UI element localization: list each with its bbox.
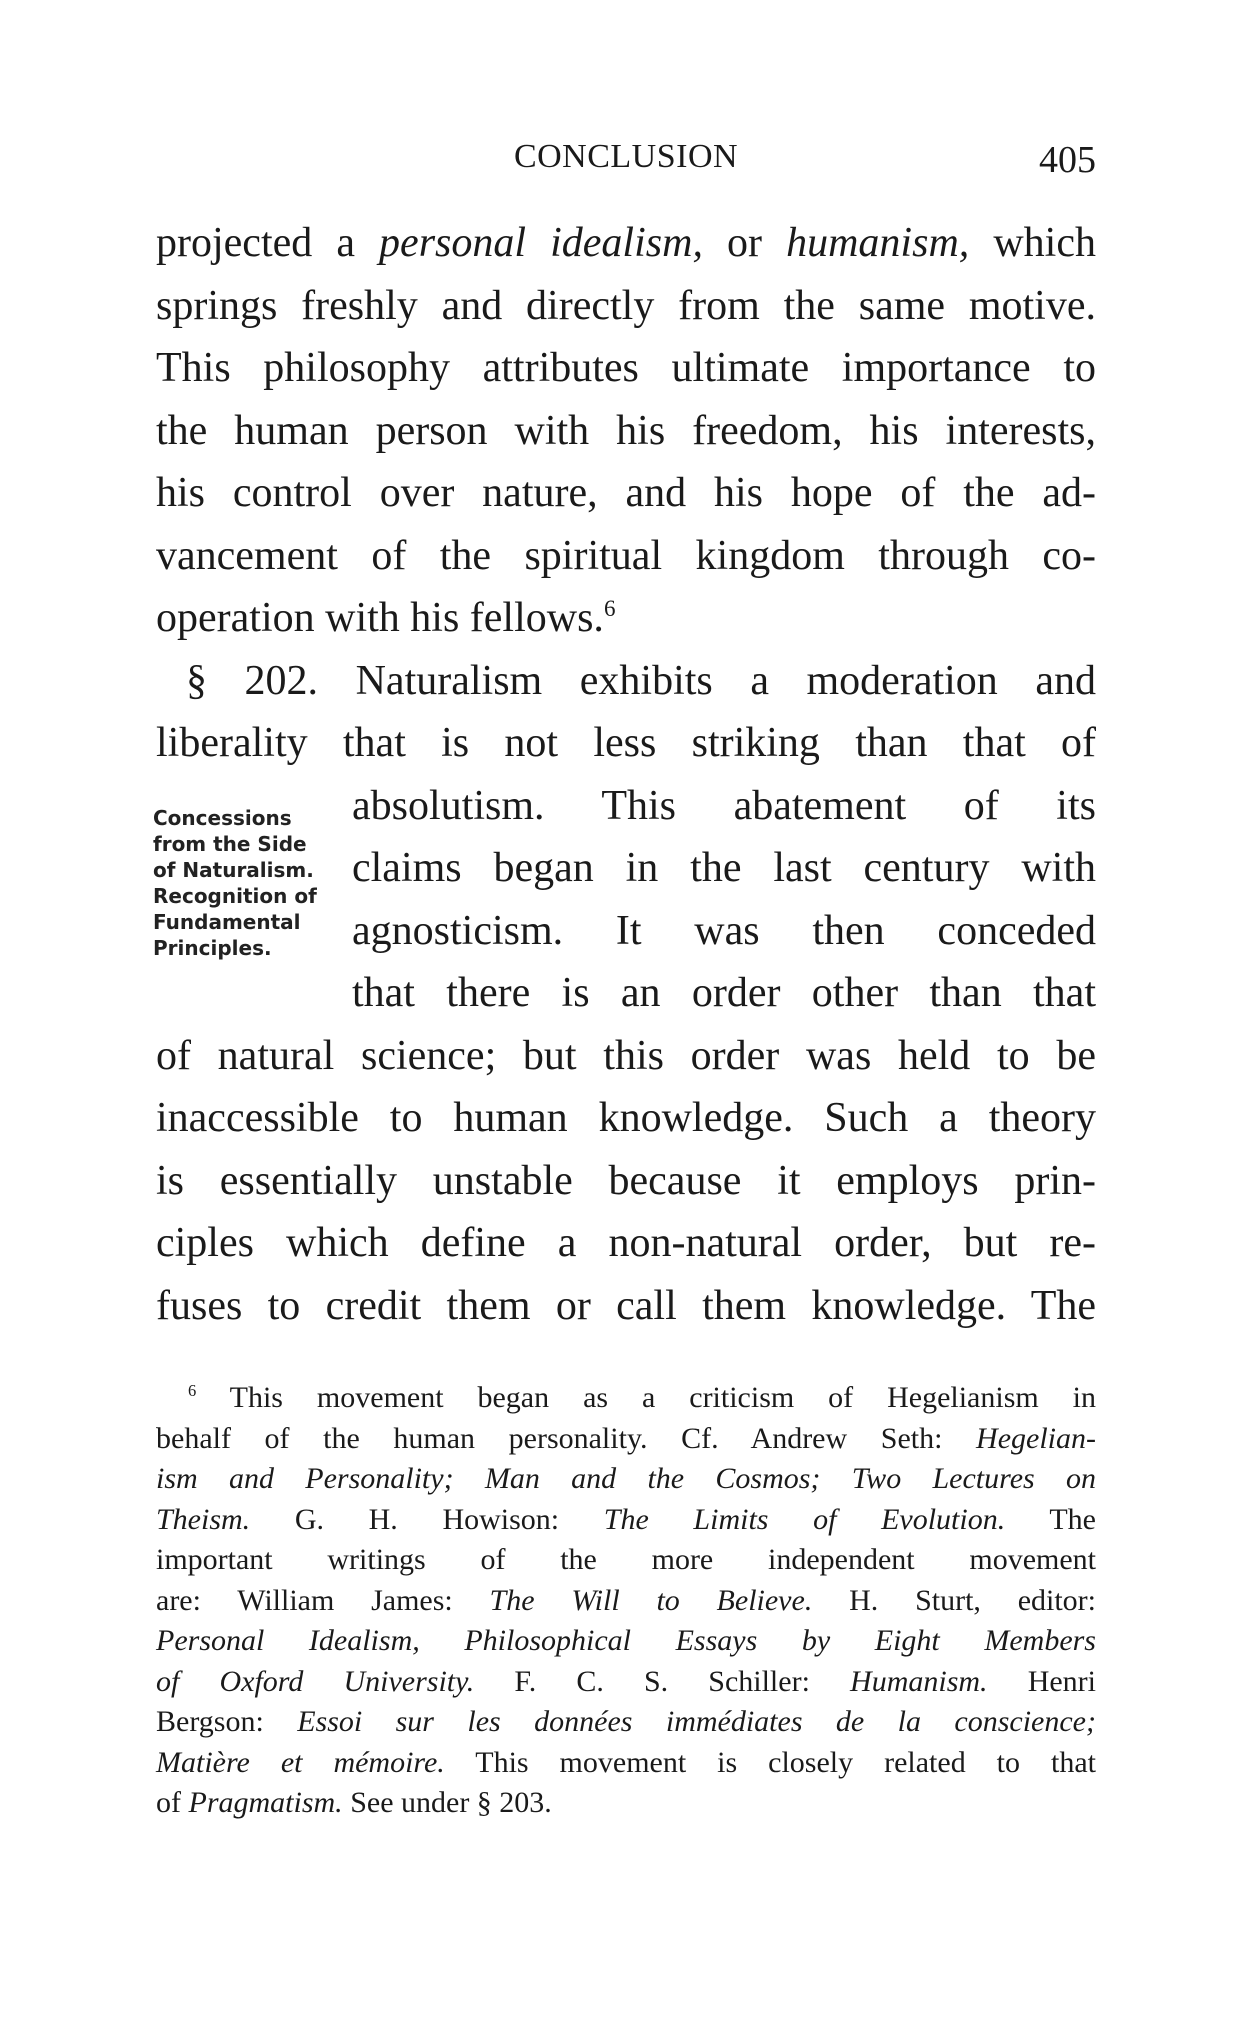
footnote-line: $^6$ This movement began as a criticism of Hegelianism in (188, 1381, 1096, 1414)
footnote-line: Personal Idealism, Philosophical Essays by Eight Members (156, 1624, 1096, 1657)
text-line: This philosophy attributes ultimate importance to (156, 345, 1096, 391)
footnote (156, 1378, 1096, 1824)
footnote-line: important writings of the more independent movement (156, 1543, 1096, 1576)
footnote-marker: 6 (188, 1381, 197, 1400)
margin-note-line: from the Side (153, 832, 307, 856)
text-line: absolutism. This abatement of its (352, 782, 1096, 829)
footnote-line: of Pragmatism. See under § 203. (156, 1786, 552, 1819)
text-line: operation with his fellows.$^6$ (156, 595, 616, 641)
text-line: claims began in the last century with (352, 845, 1096, 891)
margin-note-line: of Naturalism. (153, 858, 314, 882)
footnote-line: Theism. G. H. Howison: The Limits of Evolution. The (156, 1502, 1096, 1536)
text-line: his control over nature, and his hope of the ad- (156, 470, 1096, 516)
margin-note-line: Fundamental (153, 910, 301, 934)
footnote-line: are: William James: The Will to Believe. H. Sturt, editor: (156, 1583, 1097, 1617)
main-text (156, 212, 1096, 1337)
text-line: agnosticism. It was then conceded (352, 907, 1096, 954)
text-line: vancement of the spiritual kingdom through co- (156, 532, 1096, 579)
text-line: of natural science; but this order was held to be (156, 1032, 1096, 1079)
page-number: 405 (1039, 139, 1096, 181)
text-line: is essentially unstable because it employs prin- (156, 1157, 1096, 1204)
text-line: inaccessible to human knowledge. Such a theory (156, 1095, 1096, 1141)
margin-note (153, 805, 343, 961)
text-line: that there is an order other than that (352, 970, 1096, 1016)
text-line: liberality that is not less striking than that of (156, 720, 1096, 766)
text-line: springs freshly and directly from the same motive. (156, 282, 1096, 329)
margin-note-line: Principles. (153, 936, 272, 960)
chapter-title: CONCLUSION (513, 138, 739, 175)
running-head (156, 132, 1096, 192)
margin-note-line: Concessions (153, 806, 292, 830)
footnote-line: behalf of the human personality. Cf. Andrew Seth: Hegelian- (156, 1421, 1096, 1455)
text-line: the human person with his freedom, his interests, (156, 407, 1096, 454)
text-line: projected a personal idealism, or humanism, which (156, 220, 1096, 266)
margin-note-line: Recognition of (153, 884, 317, 908)
text-line: ciples which define a non-natural order, but re- (156, 1220, 1096, 1266)
text-line: fuses to credit them or call them knowledge. The (156, 1282, 1096, 1329)
footnote-line: Bergson: Essoi sur les données immédiates de la conscience; (156, 1705, 1096, 1738)
footnote-reference: 6 (603, 595, 616, 621)
footnote-line: Matière et mémoire. This movement is closely related to that (156, 1745, 1096, 1779)
section-heading-line: § 202. Naturalism exhibits a moderation and (186, 657, 1096, 704)
footnote-line: of Oxford University. F. C. S. Schiller: Humanism. Henri (156, 1664, 1096, 1698)
footnote-line: ism and Personality; Man and the Cosmos; Two Lectures on (156, 1462, 1096, 1495)
